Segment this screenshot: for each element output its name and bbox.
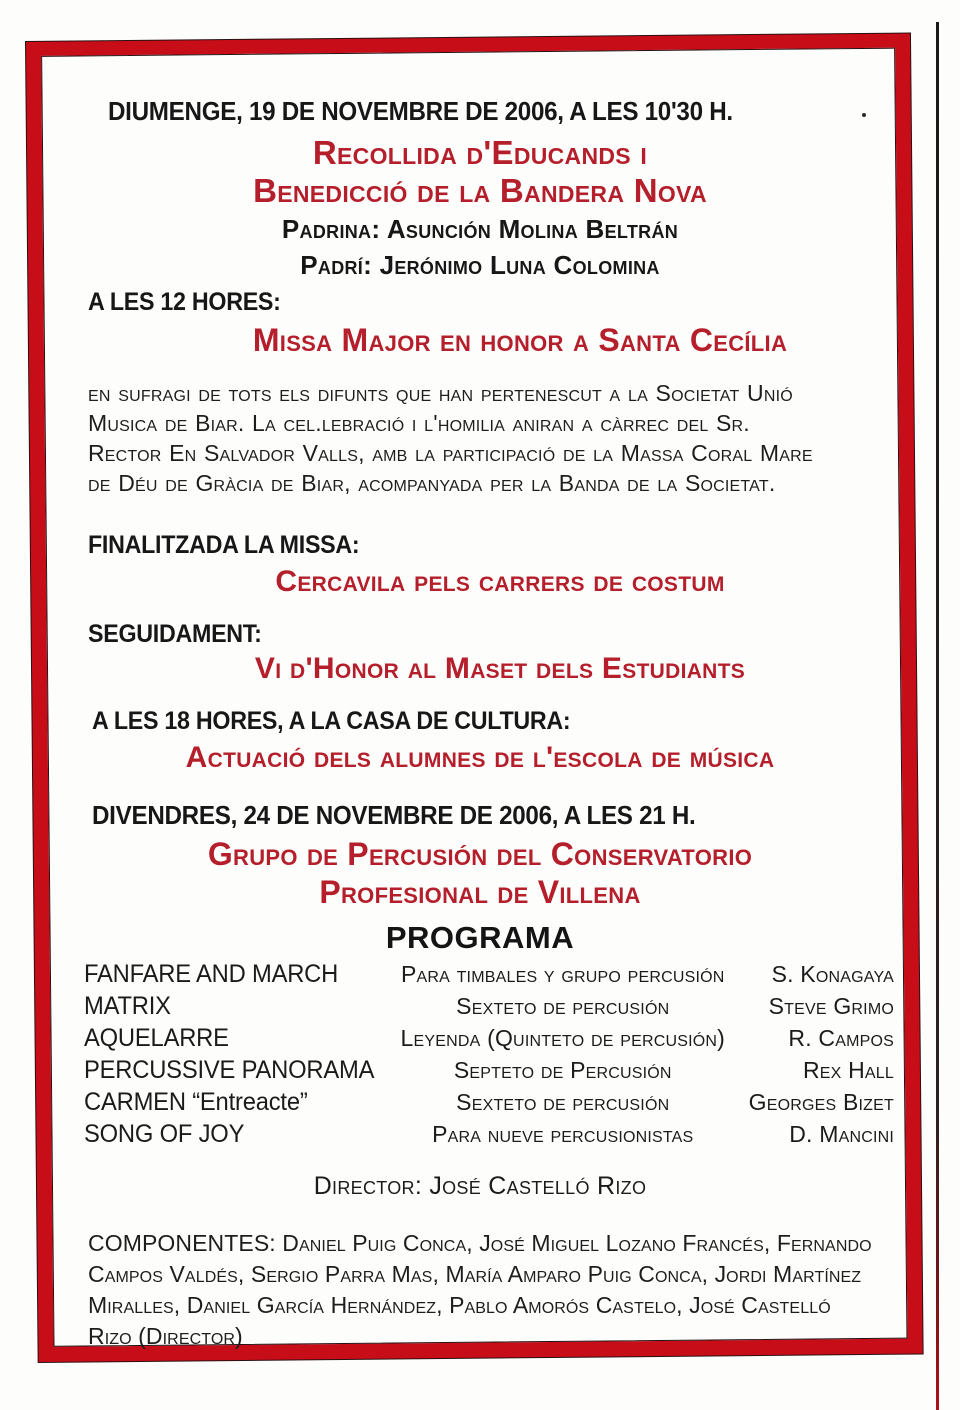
mass-time-label: A LES 12 HORES: xyxy=(88,288,281,316)
after-mass-label: FINALITZADA LA MISSA: xyxy=(88,531,360,559)
recollida-title-line-2: Benedicció de la Bandera Nova xyxy=(253,172,707,209)
table-row xyxy=(84,958,894,990)
program-composer: Georges Bizet xyxy=(748,1089,894,1115)
program-ensemble: Sexteto de percusión xyxy=(456,993,670,1019)
next-up-label: SEGUIDAMENT: xyxy=(88,620,262,648)
friday-date-line: DIVENDRES, 24 DE NOVEMBRE DE 2006, A LES 21 H. xyxy=(92,800,696,830)
friday-title-line-2: Profesional de Villena xyxy=(319,874,641,910)
table-row xyxy=(84,1022,894,1054)
program-piece: PERCUSSIVE PANORAMA xyxy=(84,1056,375,1084)
program-piece: CARMEN “Entreacte” xyxy=(84,1088,308,1116)
mass-paragraph-line: de Déu de Gràcia de Biar, acompanyada per la Banda de la Societat. xyxy=(88,470,776,496)
program-composer: Rex Hall xyxy=(802,1057,894,1083)
program-composer: S. Konagaya xyxy=(771,961,894,987)
program-ensemble: Septeto de Percusión xyxy=(453,1057,672,1083)
program-table xyxy=(84,958,894,1150)
program-piece: MATRIX xyxy=(84,992,171,1020)
program-composer: R. Campos xyxy=(788,1025,894,1051)
mass-paragraph-line: Musica de Biar. La cel.lebració i l'homilia aniran a càrrec del Sr. xyxy=(88,410,750,436)
programa-heading: PROGRAMA xyxy=(385,920,575,955)
table-row xyxy=(84,990,894,1022)
program-piece: FANFARE AND MARCH xyxy=(84,960,339,988)
table-row xyxy=(84,1054,894,1086)
padri-line: Padrí: Jerónimo Luna Colomina xyxy=(300,250,660,280)
mass-paragraph xyxy=(88,378,892,498)
componentes-line: Miralles, Daniel García Hernández, Pablo Amorós Castelo, José Castelló xyxy=(88,1292,831,1318)
padrina-line: Padrina: Asunción Molina Beltrán xyxy=(281,214,679,244)
evening-title: Actuació dels alumnes de l'escola de música xyxy=(185,741,775,774)
componentes-line: COMPONENTES: Daniel Puig Conca, José Miguel Lozano Francés, Fernando xyxy=(88,1230,872,1256)
mass-paragraph-line: Rector En Salvador Valls, amb la participació de la Massa Coral Mare xyxy=(88,440,813,466)
table-row xyxy=(84,1118,894,1150)
program-piece: SONG OF JOY xyxy=(84,1120,245,1148)
table-row xyxy=(84,1086,894,1118)
mass-paragraph-line: en sufragi de tots els difunts que han pertenescut a la Societat Unió xyxy=(88,380,793,406)
program-composer: Steve Grimo xyxy=(768,993,894,1019)
recollida-title-line-1: Recollida d'Educands i xyxy=(312,134,648,171)
program-piece: AQUELARRE xyxy=(84,1024,229,1052)
after-mass-title: Cercavila pels carrers de costum xyxy=(275,565,725,598)
next-up-title: Vi d'Honor al Maset dels Estudiants xyxy=(254,652,746,685)
program-ensemble: Para nueve percusionistas xyxy=(432,1121,694,1147)
mass-title: Missa Major en honor a Santa Cecília xyxy=(252,322,788,358)
director-line: Director: José Castelló Rizo xyxy=(313,1172,647,1200)
friday-title-line-1: Grupo de Percusión del Conservatorio xyxy=(207,836,753,872)
program-composer: D. Mancini xyxy=(789,1121,894,1147)
evening-label: A LES 18 HORES, A LA CASA DE CULTURA: xyxy=(92,707,571,735)
componentes-line: Campos Valdés, Sergio Parra Mas, María Amparo Puig Conca, Jordi Martínez xyxy=(88,1261,862,1287)
program-ensemble: Sexteto de percusión xyxy=(456,1089,670,1115)
componentes-line: Rizo (Director) xyxy=(88,1323,243,1349)
program-ensemble: Para timbales y grupo percusión xyxy=(400,961,725,987)
componentes-block xyxy=(88,1228,898,1352)
sunday-date-line: DIUMENGE, 19 DE NOVEMBRE DE 2006, A LES 10'30 H. xyxy=(108,96,733,126)
program-ensemble: Leyenda (Quinteto de percusión) xyxy=(400,1025,725,1051)
